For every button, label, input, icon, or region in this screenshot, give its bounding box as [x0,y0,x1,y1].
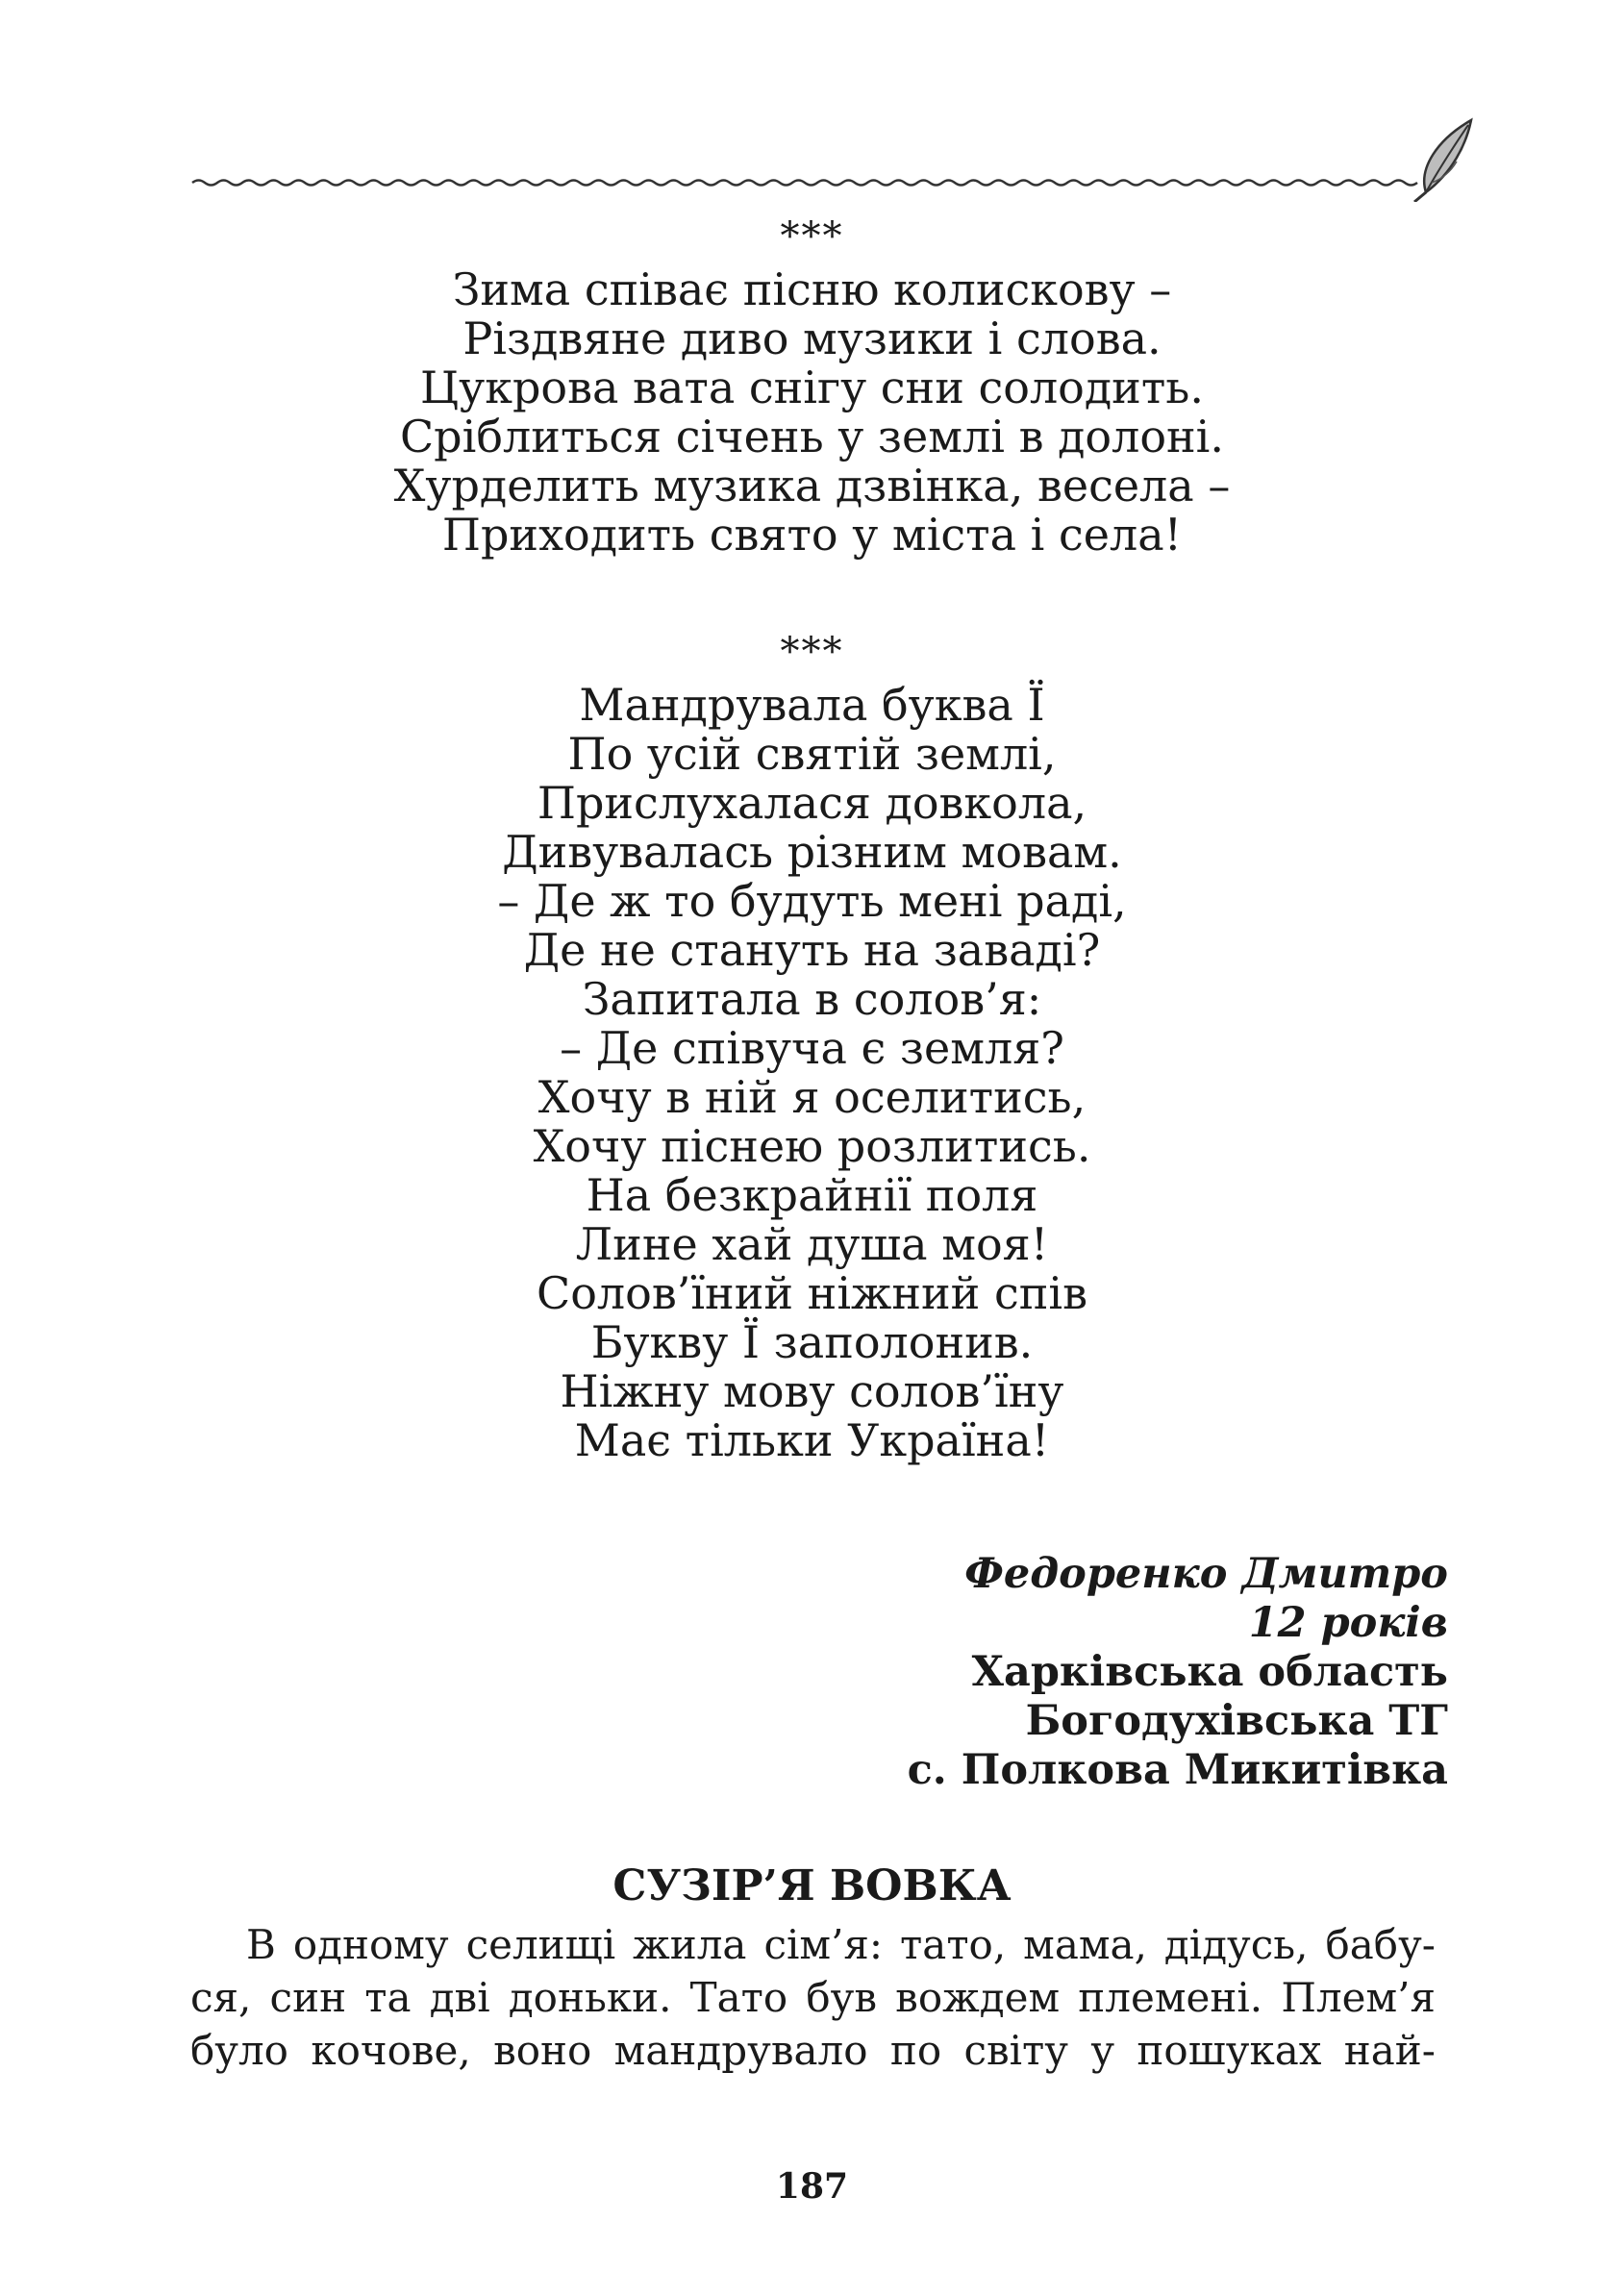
poem-line: – Де співуча є земля? [560,1022,1064,1074]
author-community: Богодухівська ТГ [1025,1697,1448,1745]
poem-line: Хочу в ній я оселитись, [537,1071,1087,1123]
author-age: 12 років [1248,1599,1448,1647]
wave-divider [192,181,1417,186]
poem-line: Дивувалась різним мовам. [502,826,1122,878]
poem-line: Де не стануть на заваді? [523,924,1101,976]
poem-line: Різдвяне диво музики і слова. [462,312,1162,364]
poem-line: Ніжну мову солов’їну [560,1365,1064,1417]
poem-line: Прислухалася довкола, [537,777,1087,829]
author-village: с. Полкова Микитівка [907,1746,1448,1794]
poem-line: Запитала в солов’я: [582,973,1042,1025]
poem-line: Хурделить музика дзвінка, весела – [393,460,1231,512]
poem-line: Має тільки Україна! [574,1414,1050,1466]
poem-line: – Де ж то будуть мені раді, [497,875,1127,927]
poem-line: Зима співає пісню колискову – [452,263,1172,315]
author-region: Харківська область [971,1648,1448,1696]
header-ornament [183,106,1481,202]
poem-line: Приходить свято у міста і села! [441,509,1183,561]
poem-2 [0,630,1624,1466]
story-paragraph [190,1918,1436,2077]
author-name: Федоренко Дмитро [964,1550,1448,1598]
page-number: 187 [775,2166,849,2207]
poem-line: Мандрувала буква Ї [579,679,1045,731]
story-title: СУЗІР’Я ВОВКА [612,1861,1012,1910]
poem-line: Хочу піснею розлитись. [533,1120,1091,1172]
author-signature [908,1550,1448,1795]
poem-line: Сріблиться січень у землі в долоні. [399,411,1225,462]
poem-line: Букву Ї заполонив. [590,1316,1034,1368]
poem-line: Цукрова вата снігу сни солодить. [420,362,1204,413]
poem-line: Солов’їний ніжний спів [537,1267,1087,1319]
story-line: ся, син та дві доньки. Тато був вождем племені. Плем’я [190,1974,1436,2021]
poem-line: На безкрайнії поля [586,1169,1038,1221]
quill-feather-icon [1414,120,1471,202]
poem-1 [0,214,1624,561]
story-line: було кочове, воно мандрувало по світу у пошуках най- [190,2027,1436,2074]
poem-line: Лине хай душа моя! [575,1218,1049,1270]
poem-line: По усій святій землі, [567,728,1057,780]
poem-2-separator: *** [780,630,844,674]
poem-1-separator: *** [780,214,844,259]
story-line: В одному селищі жила сім’я: тато, мама, дідусь, бабу- [246,1921,1436,1968]
